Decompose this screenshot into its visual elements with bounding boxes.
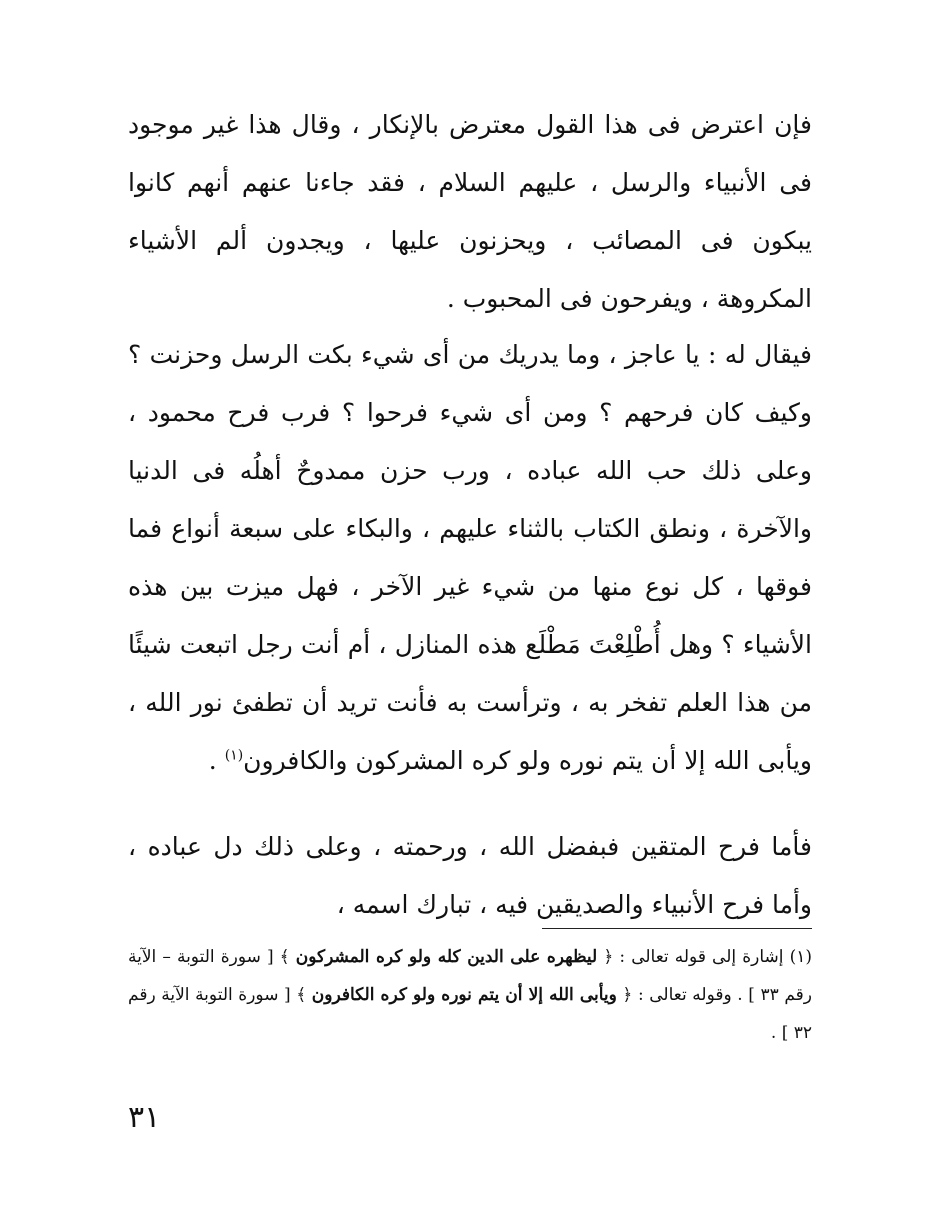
footnote-lead: (١) إشارة إلى قوله تعالى : ﴿ xyxy=(597,947,812,967)
footnote-quote-2: ويأبى الله إلا أن يتم نوره ولو كره الكافرون xyxy=(311,985,617,1005)
footnote-reference-1: ﴾ [ سورة التوبة – الآية رقم ٣٣ ] . وقوله تعالى : ﴿ xyxy=(128,947,812,1005)
footnote xyxy=(128,938,812,1052)
page-number: ٣١ xyxy=(128,1100,161,1135)
paragraph-2-text: فيقال له : يا عاجز ، وما يدريك من أى شيء بكت الرسل وحزنت ؟ وكيف كان فرحهم ؟ ومن أى شيء فرحوا ؟ فرب فرح محمود ، وعلى ذلك حب الله عباده ، ورب حزن ممدوحٌ أهلُه فى الدنيا والآخرة ، ونطق الكتاب بالثناء عليهم ، والبكاء على سبعة أنواع فما فوقها ، كل نوع منها من شيء غير الآخر ، فهل ميزت بين هذه الأشياء ؟ وهل أُطْلِعْتَ مَطْلَع هذه المنازل ، أم أنت رجل اتبعت شيئًا من هذا العلم تفخر به ، وترأست به فأنت تريد أن تطفئ نور الله ، ويأبى الله إلا أن يتم نوره ولو كره المشركون والكافرون xyxy=(128,340,812,775)
paragraph-2-end: . xyxy=(208,746,225,775)
footnote-reference-marker: (١) xyxy=(224,747,244,764)
footnote-reference-2: ﴾ [ سورة التوبة الآية رقم ٣٢ ] . xyxy=(128,985,812,1043)
paragraph-2 xyxy=(128,326,812,790)
paragraph-1: فإن اعترض فى هذا القول معترض بالإنكار ، وقال هذا غير موجود فى الأنبياء والرسل ، عليهم السلام ، فقد جاءنا عنهم أنهم كانوا يبكون فى المصائب ، ويحزنون عليها ، ويجدون ألم الأشياء المكروهة ، ويفرحون فى المحبوب . xyxy=(128,110,812,313)
footnote-divider xyxy=(542,928,812,929)
paragraph-3: فأما فرح المتقين فبفضل الله ، ورحمته ، وعلى ذلك دل عباده ، وأما فرح الأنبياء والصديقين فيه ، تبارك اسمه ، xyxy=(128,832,812,919)
footnote-quote-1: ليظهره على الدين كله ولو كره المشركون xyxy=(295,947,598,967)
